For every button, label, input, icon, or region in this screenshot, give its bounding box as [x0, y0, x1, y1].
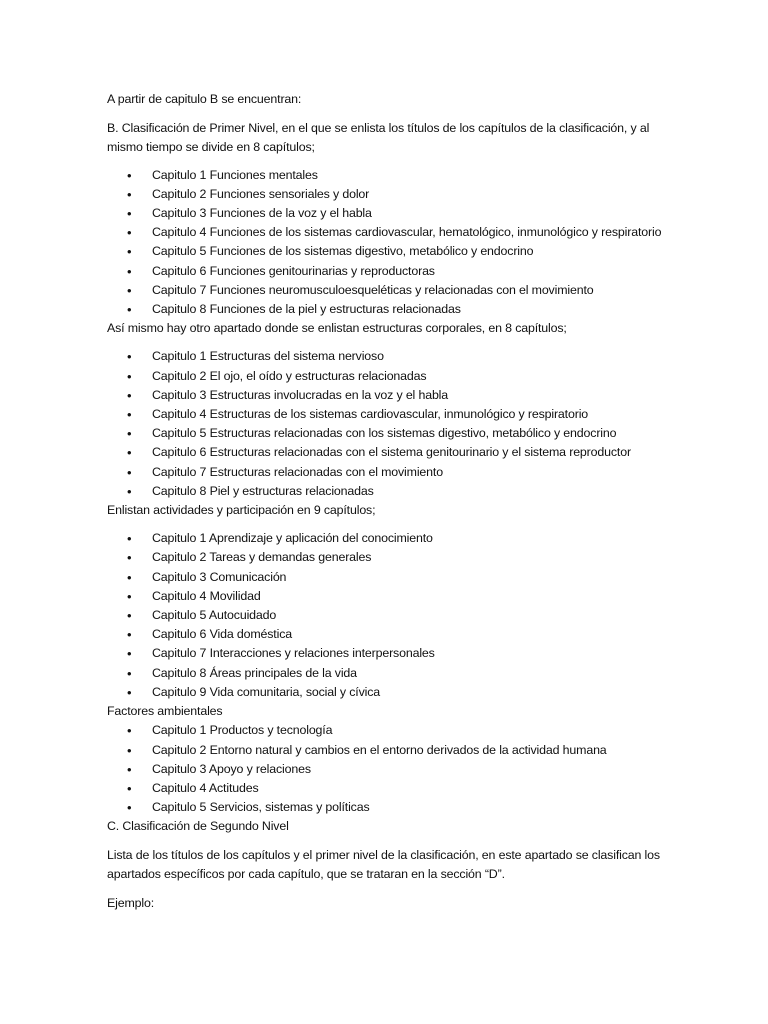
- list-item: • Capitulo 5 Servicios, sistemas y políticas: [107, 798, 667, 817]
- list-item: • Capitulo 5 Funciones de los sistemas digestivo, metabólico y endocrino: [107, 242, 667, 261]
- activities-list: [107, 529, 667, 702]
- section-c-paragraph: Lista de los títulos de los capítulos y el primer nivel de la clasificación, en este apartado se clasifican los apartados específicos por cada capítulo, que se trataran en la sección “D”.: [107, 847, 660, 881]
- example-label: Ejemplo:: [107, 895, 155, 910]
- list-item: • Capitulo 7 Funciones neuromusculoesqueléticas y relacionadas con el movimiento: [107, 281, 667, 300]
- list-item: • Capitulo 2 Funciones sensoriales y dolor: [107, 185, 667, 204]
- list-item: • Capitulo 6 Estructuras relacionadas con el sistema genitourinario y el sistema reproductor: [107, 443, 667, 462]
- structures-paragraph: Así mismo hay otro apartado donde se enlistan estructuras corporales, en 8 capítulos;: [107, 321, 567, 336]
- list-item: • Capitulo 5 Estructuras relacionadas con los sistemas digestivo, metabólico y endocrino: [107, 424, 667, 443]
- list-item: • Capitulo 4 Funciones de los sistemas cardiovascular, hematológico, inmunológico y respiratorio: [107, 223, 667, 242]
- section-c-heading: C. Clasificación de Segundo Nivel: [107, 819, 289, 834]
- list-item: • Capitulo 3 Funciones de la voz y el habla: [107, 204, 667, 223]
- list-item: • Capitulo 8 Piel y estructuras relacionadas: [107, 482, 667, 501]
- list-item: • Capitulo 6 Funciones genitourinarias y reproductoras: [107, 262, 667, 281]
- list-item: • Capitulo 9 Vida comunitaria, social y cívica: [107, 683, 667, 702]
- list-item: • Capitulo 7 Interacciones y relaciones interpersonales: [107, 644, 667, 663]
- list-item: • Capitulo 1 Aprendizaje y aplicación del conocimiento: [107, 529, 667, 548]
- intro-paragraph: A partir de capitulo B se encuentran:: [107, 92, 302, 106]
- list-item: • Capitulo 3 Apoyo y relaciones: [107, 760, 667, 779]
- list-item: • Capitulo 4 Actitudes: [107, 779, 667, 798]
- list-item: • Capitulo 3 Estructuras involucradas en la voz y el habla: [107, 386, 667, 405]
- environmental-heading: Factores ambientales: [107, 704, 223, 719]
- list-item: • Capitulo 4 Movilidad: [107, 587, 667, 606]
- list-item: • Capitulo 6 Vida doméstica: [107, 625, 667, 644]
- section-b-paragraph: B. Clasificación de Primer Nivel, en el que se enlista los títulos de los capítulos de la clasificación, y al mismo tiempo se divide en 8 capítulos;: [107, 121, 650, 155]
- list-item: • Capitulo 5 Autocuidado: [107, 606, 667, 625]
- list-item: • Capitulo 7 Estructuras relacionadas con el movimiento: [107, 463, 667, 482]
- section-b-list: [107, 166, 667, 320]
- list-item: • Capitulo 1 Productos y tecnología: [107, 721, 667, 740]
- document-body: [107, 90, 667, 913]
- list-item: • Capitulo 8 Áreas principales de la vida: [107, 664, 667, 683]
- list-item: • Capitulo 1 Funciones mentales: [107, 166, 667, 185]
- list-item: • Capitulo 2 Tareas y demandas generales: [107, 548, 667, 567]
- list-item: • Capitulo 1 Estructuras del sistema nervioso: [107, 347, 667, 366]
- list-item: • Capitulo 2 El ojo, el oído y estructuras relacionadas: [107, 367, 667, 386]
- list-item: • Capitulo 3 Comunicación: [107, 568, 667, 587]
- structures-list: [107, 347, 667, 501]
- environmental-list: [107, 721, 667, 817]
- list-item: • Capitulo 2 Entorno natural y cambios en el entorno derivados de la actividad humana: [107, 741, 667, 760]
- list-item: • Capitulo 8 Funciones de la piel y estructuras relacionadas: [107, 300, 667, 319]
- list-item: • Capitulo 4 Estructuras de los sistemas cardiovascular, inmunológico y respiratorio: [107, 405, 667, 424]
- activities-paragraph: Enlistan actividades y participación en 9 capítulos;: [107, 503, 376, 518]
